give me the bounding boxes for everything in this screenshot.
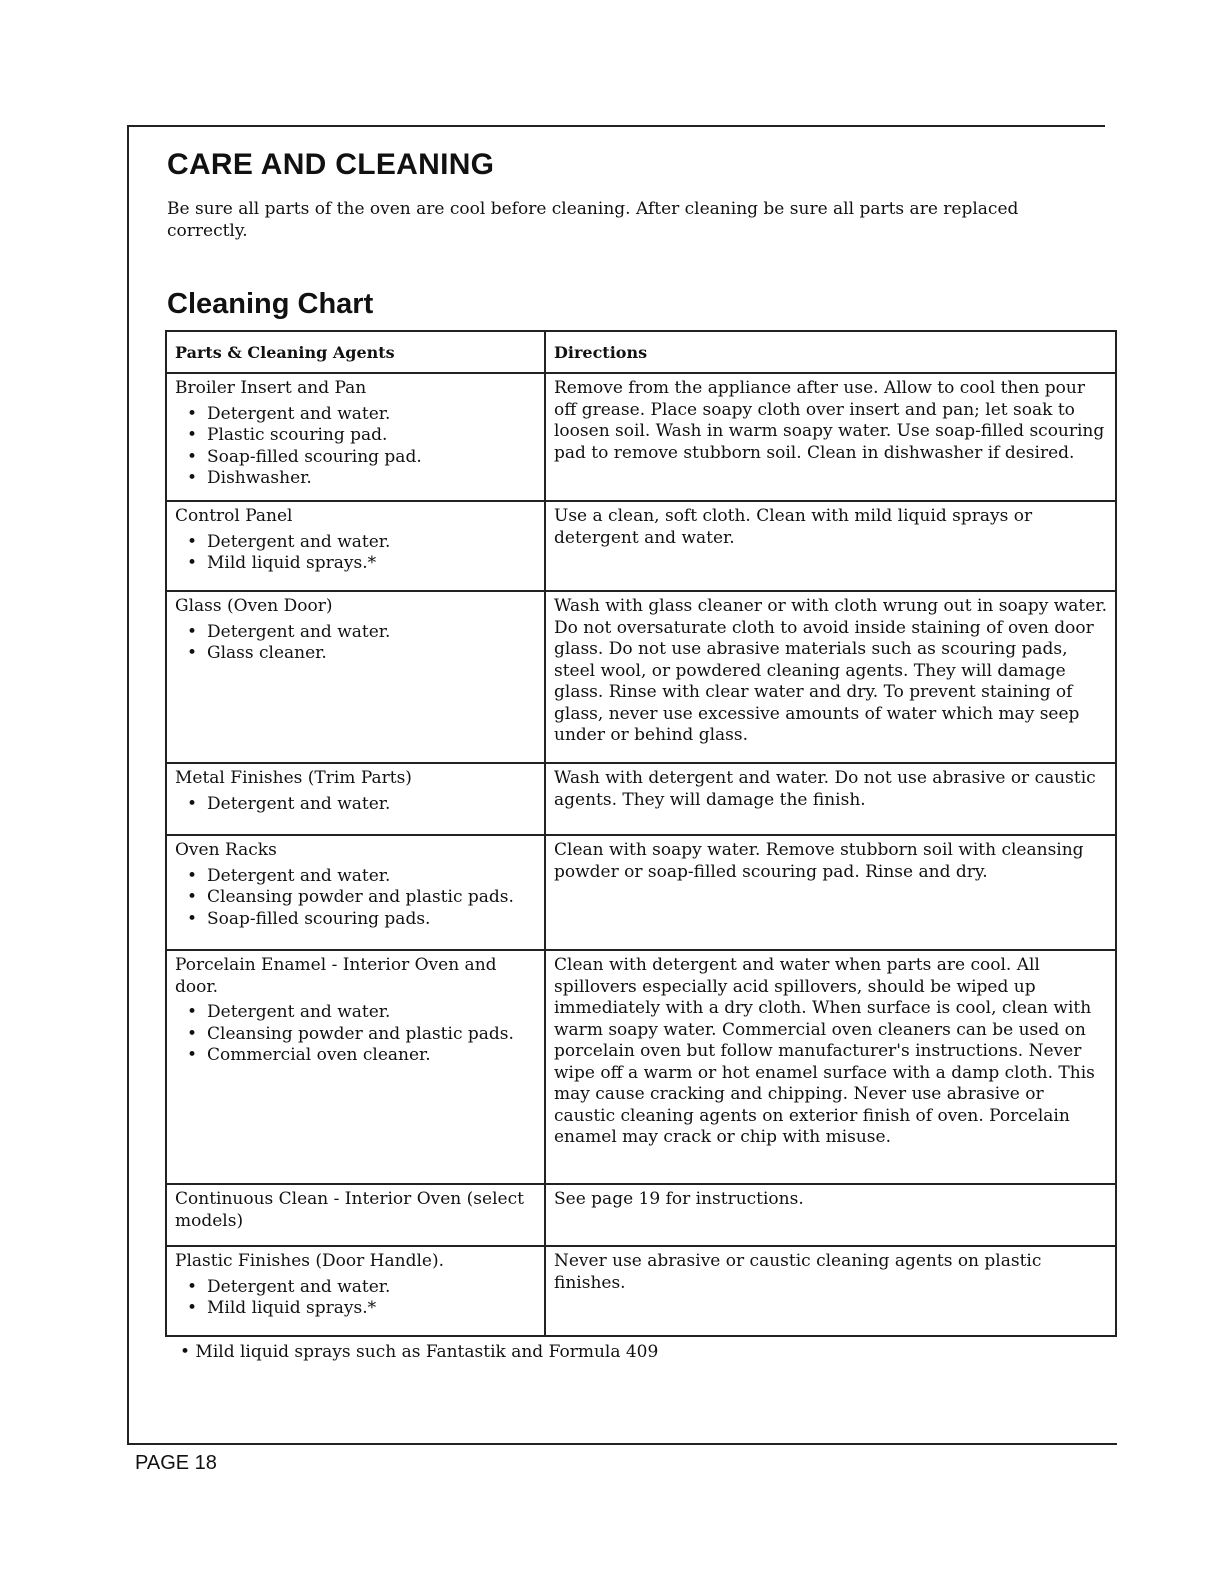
parts-cell [166,1184,545,1246]
parts-cell [166,373,545,501]
agent-item: • Detergent and water. [187,866,536,888]
parts-cell [166,763,545,835]
agent-list [175,1277,536,1320]
agent-item: • Dishwasher. [187,468,536,490]
directions-cell: Clean with soapy water. Remove stubborn soil with cleansing powder or soap-filled scouring pad. Rinse and dry. [545,835,1116,950]
directions-cell: Remove from the appliance after use. Allow to cool then pour off grease. Place soapy cloth over insert and pan; let soak to loosen soil. Wash in warm soapy water. Use soap-filled scouring pad to remove stubborn soil. Clean in dishwasher if desired. [545,373,1116,501]
agent-list [175,404,536,490]
agent-item: • Mild liquid sprays.* [187,553,536,575]
agent-item: • Plastic scouring pad. [187,425,536,447]
page-number: PAGE 18 [135,1452,217,1474]
table-row [166,835,1116,950]
agent-item: • Detergent and water. [187,532,536,554]
directions-cell: Clean with detergent and water when parts are cool. All spillovers especially acid spillovers, should be wiped up immediately with a dry cloth. When surface is cool, clean with warm soapy water. Commercial oven cleaners can be used on porcelain oven but follow manufacturer's instructions. Never wipe off a warm or hot enamel surface with a damp cloth. This may cause cracking and chipping. Never use abrasive or caustic cleaning agents on exterior finish of oven. Porcelain enamel may crack or chip with misuse. [545,950,1116,1184]
agent-list [175,622,536,665]
part-name: Continuous Clean - Interior Oven (select models) [175,1189,524,1231]
agent-item: • Detergent and water. [187,404,536,426]
table-row [166,1246,1116,1336]
part-name: Metal Finishes (Trim Parts) [175,768,412,788]
part-name: Glass (Oven Door) [175,596,333,616]
agent-item: • Detergent and water. [187,794,536,816]
table-row [166,501,1116,591]
agent-item: • Glass cleaner. [187,643,536,665]
table-row [166,1184,1116,1246]
cleaning-chart-table [165,330,1117,1337]
agent-item: • Soap-filled scouring pad. [187,447,536,469]
directions-cell: Never use abrasive or caustic cleaning agents on plastic finishes. [545,1246,1116,1336]
agent-list [175,1002,536,1067]
parts-cell [166,501,545,591]
frame-bottom-rule [127,1443,1117,1445]
frame-top-rule [127,125,1105,127]
part-name: Control Panel [175,506,293,526]
parts-cell [166,591,545,763]
directions-cell: See page 19 for instructions. [545,1184,1116,1246]
column-header-directions: Directions [545,331,1116,373]
parts-cell [166,1246,545,1336]
frame-left-rule [127,125,129,1443]
chart-heading: Cleaning Chart [167,288,374,320]
page-title: CARE AND CLEANING [167,148,495,181]
agent-item: • Mild liquid sprays.* [187,1298,536,1320]
agent-item: • Cleansing powder and plastic pads. [187,1024,536,1046]
agent-item: • Detergent and water. [187,1277,536,1299]
table-row [166,763,1116,835]
directions-cell: Wash with detergent and water. Do not use abrasive or caustic agents. They will damage the finish. [545,763,1116,835]
parts-cell [166,835,545,950]
footnote: • Mild liquid sprays such as Fantastik and Formula 409 [180,1342,659,1362]
part-name: Oven Racks [175,840,277,860]
part-name: Porcelain Enamel - Interior Oven and door. [175,955,497,997]
part-name: Broiler Insert and Pan [175,378,367,398]
intro-text: Be sure all parts of the oven are cool before cleaning. After cleaning be sure all parts are replaced correctly. [167,199,1019,241]
agent-item: • Soap-filled scouring pads. [187,909,536,931]
table-row [166,373,1116,501]
column-header-parts: Parts & Cleaning Agents [166,331,545,373]
agent-item: • Detergent and water. [187,1002,536,1024]
agent-item: • Commercial oven cleaner. [187,1045,536,1067]
table-header-row [166,331,1116,373]
directions-cell: Wash with glass cleaner or with cloth wrung out in soapy water. Do not oversaturate cloth to avoid inside staining of oven door glass. Do not use abrasive materials such as scouring pads, steel wool, or powdered cleaning agents. They will damage glass. Rinse with clear water and dry. To prevent staining of glass, never use excessive amounts of water which may seep under or behind glass. [545,591,1116,763]
table-row [166,591,1116,763]
agent-list [175,532,536,575]
table-row [166,950,1116,1184]
agent-list [175,794,536,816]
part-name: Plastic Finishes (Door Handle). [175,1251,444,1271]
agent-item: • Detergent and water. [187,622,536,644]
agent-list [175,866,536,931]
directions-cell: Use a clean, soft cloth. Clean with mild liquid sprays or detergent and water. [545,501,1116,591]
parts-cell [166,950,545,1184]
agent-item: • Cleansing powder and plastic pads. [187,887,536,909]
